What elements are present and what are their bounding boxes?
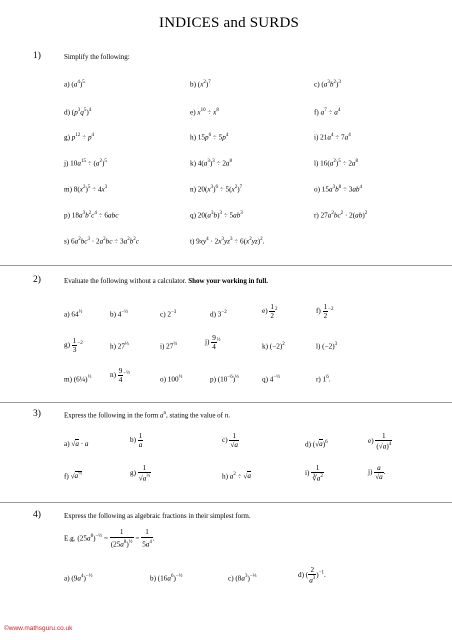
q1-item-d: d) $(p^3q^5)^4$ bbox=[64, 108, 92, 117]
q3-item-b: b) 1 a bbox=[130, 432, 143, 449]
q2-item-e: e) 1 $2^2$ bbox=[262, 303, 278, 320]
q2-instruction bbox=[64, 277, 268, 285]
q1-item-e: e) $x^{10} \div x^8$ bbox=[190, 108, 219, 117]
q4-example: E.g. $(25a^8)^{-\frac{1}{2}} = 1$ $(25a^8)^{\frac{1}{2}} = 1$ $5a^4$. bbox=[64, 528, 155, 549]
q2-item-b: b) $4^{-\frac{1}{2}}$ bbox=[110, 310, 128, 319]
q3-item-d: d) $(√a)^6$ bbox=[305, 440, 328, 449]
q1-item-a: a) $(a^4)^5$ bbox=[64, 80, 85, 89]
q1-item-j: j) $10a^{15} \div (a^2)^5$ bbox=[64, 159, 107, 168]
q2-item-r: r) $1^6$. bbox=[316, 375, 331, 384]
q2-item-i: i) $27^{\frac{2}{3}}$ bbox=[160, 342, 178, 351]
q1-item-p: p) $18a^3b^2c^4 \div 6abc$ bbox=[64, 211, 119, 220]
q1-item-b: b) $(x^2)^7$ bbox=[190, 80, 211, 89]
q1-item-t: t) $9xy^4 \cdot 2x^3yz^3 \div 6(x^2yz)^2$. bbox=[190, 237, 265, 246]
question-number-3: 3) bbox=[33, 409, 41, 419]
question-number-1: 1) bbox=[33, 51, 41, 61]
q2-item-l: l) $(-2)^3$ bbox=[316, 342, 338, 351]
q4-item-b: b) $(16a^6)^{-\frac{1}{2}}$ bbox=[150, 574, 183, 583]
q2-item-j: j) 9 $4^{\frac{1}{2}}$ bbox=[205, 334, 221, 351]
q2-item-n: n) 9 $4^{-\frac{1}{2}}$ bbox=[110, 367, 130, 384]
q3-item-h: h) $a^2 \div √a$ bbox=[222, 472, 251, 481]
q3-item-g: g) 1 $√a^{\frac{2}{3}}$ bbox=[130, 464, 151, 483]
question-number-4: 4) bbox=[33, 510, 41, 520]
q2-item-k: k) $(-2)^2$ bbox=[262, 342, 285, 351]
q2-item-c: c) $2^{-3}$ bbox=[160, 310, 177, 319]
q3-item-c: c) 1 √a bbox=[222, 432, 238, 449]
q1-item-m: m) $8(x^2)^5 \div 4x^3$ bbox=[64, 185, 108, 194]
divider-1 bbox=[0, 265, 452, 266]
footer-copyright: ©www.mathsguru.co.uk bbox=[4, 625, 73, 632]
divider-3 bbox=[0, 502, 452, 503]
q2-instruction-text: Evaluate the following without a calculator. bbox=[64, 277, 187, 285]
q2-item-h: h) $27^{\frac{1}{3}}$ bbox=[110, 342, 129, 351]
q1-item-r: r) $27a^2bc^2 \cdot 2(ab)^2$ bbox=[314, 211, 368, 220]
q2-instruction-emphasis: Show your working in full. bbox=[188, 277, 269, 285]
q1-item-c: c) $(a^3b^2)^3$ bbox=[314, 80, 341, 89]
q3-item-f: f) $√a^{\frac{2}{3}}$ bbox=[64, 472, 82, 481]
q1-instruction: Simplify the following: bbox=[64, 53, 130, 61]
q2-item-a: a) $64^{\frac{1}{2}}$ bbox=[64, 310, 83, 319]
q2-item-o: o) $100^{\frac{1}{2}}$ bbox=[160, 375, 183, 384]
q4-instruction: Express the following as algebraic fractions in their simplest form. bbox=[64, 512, 251, 520]
q1-item-i: i) $21a^4 \div 7a^4$ bbox=[314, 133, 351, 142]
q1-item-h: h) $15p^6 \div 5p^4$ bbox=[190, 133, 229, 142]
q4-item-a: a) $(9a^4)^{-\frac{1}{2}}$ bbox=[64, 574, 93, 583]
q1-item-o: o) $15a^3b^8 \div 3ab^4$ bbox=[314, 185, 362, 194]
page-title: INDICES and SURDS bbox=[159, 15, 300, 31]
q3-item-j: $j) \frac{a}{√a}$. bbox=[368, 464, 386, 481]
q3-item-e: e) 1 $(√a)^4$ bbox=[368, 432, 392, 451]
q1-item-l: l) $16(a^2)^5 \div 2a^8$ bbox=[314, 159, 359, 168]
q2-item-g: g) 1 $3^{-2}$ bbox=[64, 337, 83, 354]
q1-item-s: s) $6a^2bc^3 \cdot 2a^2bc \div 3a^2b^2c$ bbox=[64, 237, 139, 246]
q2-item-q: q) $4^{-\frac{1}{2}}$ bbox=[262, 375, 280, 384]
q1-item-q: q) $20(a^3b)^3 \div 5ab^3$ bbox=[190, 211, 243, 220]
q1-item-g: g) $p^{12} \div p^4$ bbox=[64, 133, 95, 142]
q1-item-k: k) $4(a^3)^3 \div 2a^8$ bbox=[190, 159, 233, 168]
q3-instruction: Express the following in the form $a^n$, stating the value of n. bbox=[64, 411, 231, 420]
q4-item-d: d) (2 $a^3)^{-1}$. bbox=[298, 566, 326, 585]
q2-item-d: d) $3^{-2}$ bbox=[210, 310, 227, 319]
q2-item-f: f) 1 $2^{-2}$ bbox=[316, 303, 334, 320]
question-number-2: 2) bbox=[33, 275, 41, 285]
q3-item-i: i) 1 $∛a^2$ bbox=[305, 464, 323, 483]
q1-item-f: f) $a^7 \div a^4$ bbox=[314, 108, 341, 117]
q4-item-c: c) $(8a^3)^{-\frac{1}{3}}$ bbox=[228, 574, 257, 583]
q2-item-p: p) $(10^{-6})^{\frac{1}{3}}$ bbox=[210, 375, 239, 384]
q2-item-m: m) (6¼)$^{\frac{1}{2}}$ bbox=[64, 375, 92, 384]
divider-2 bbox=[0, 402, 452, 403]
q1-item-n: n) $20(x^3)^6 \div 5(x^2)^7$ bbox=[190, 185, 243, 194]
q3-item-a: a) √a · a bbox=[64, 440, 89, 448]
